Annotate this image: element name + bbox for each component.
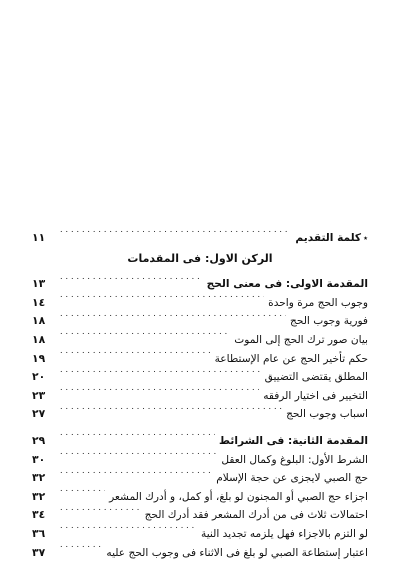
dot-leader — [60, 481, 105, 500]
toc-entry-title: المقدمة الثانية: فى الشرائط — [219, 434, 368, 447]
dot-leader — [60, 287, 264, 306]
toc-group-1 — [32, 269, 368, 421]
toc-entry[interactable] — [32, 425, 368, 447]
toc-entry-page: ١٨ — [32, 332, 46, 346]
toc-entry-title: حج الصبي لايجزى عن حجة الإسلام — [216, 472, 368, 485]
toc-entry-title: اعتبار إستطاعة الصبي لو بلغ فى الاثناء فى وجوب الحج عليه — [106, 546, 368, 559]
toc-entry-title: التخيير فى اختيار الرفقه — [263, 389, 368, 402]
toc-entry-page: ٢٠ — [32, 370, 46, 384]
toc-entry-page: ٢٧ — [32, 407, 46, 421]
toc-entry-title: فورية وجوب الحج — [290, 315, 368, 328]
toc-entry-title: الشرط الأول: البلوغ وكمال العقل — [221, 453, 368, 466]
toc-group-2 — [32, 425, 368, 559]
toc-entry-page: ٣٠ — [32, 452, 46, 466]
toc-entry-intro[interactable] — [32, 222, 368, 244]
toc-entry[interactable] — [32, 269, 368, 291]
toc-entry-page: ١٤ — [32, 295, 46, 309]
dot-leader — [60, 306, 286, 325]
toc-entry-title: بيان صور ترك الحج إلى الموت — [234, 333, 368, 346]
dot-leader — [60, 380, 259, 399]
toc-entry-page: ٣٦ — [32, 526, 46, 540]
toc-entry-page: ٢٣ — [32, 388, 46, 402]
toc-entry-page: ٣٢ — [32, 471, 46, 485]
toc-entry-title: المطلق يقتضى التضييق — [264, 371, 368, 384]
toc-entry-page: ١١ — [32, 230, 46, 244]
dot-leader — [60, 500, 141, 519]
toc-entry-page: ٣٤ — [32, 508, 46, 522]
dot-leader — [60, 343, 211, 362]
dot-leader — [60, 444, 217, 463]
toc-entry-page: ١٩ — [32, 351, 46, 365]
dot-leader — [60, 362, 261, 381]
toc-entry-title: احتمالات ثلاث فى من أدرك المشعر فقد أدرك الحج — [144, 509, 368, 522]
dot-leader — [60, 269, 203, 288]
toc-entry-title: اجزاء حج الصبي أو المجنون لو بلغ، أو كمل، و أدرك المشعر — [109, 490, 368, 503]
dot-leader — [60, 518, 197, 537]
toc-entry-title: المقدمة الاولى: فى معنى الحج — [206, 278, 368, 291]
toc-entry-page: ٣٢ — [32, 489, 46, 503]
toc-entry-title: لو التزم بالاجزاء فهل يلزمه تجديد النية — [201, 527, 368, 540]
toc-entry-title: حكم تأخير الحج عن عام الإستطاعة — [214, 352, 368, 365]
star-icon: ٭ — [363, 233, 368, 244]
toc-entry-page: ١٨ — [32, 314, 46, 328]
dot-leader — [60, 222, 291, 241]
toc-entry-page: ٢٩ — [32, 433, 46, 447]
dot-leader — [60, 324, 230, 343]
toc-entry-title: ٭كلمة التقديم — [295, 231, 368, 244]
toc-entry-page: ٣٧ — [32, 545, 46, 559]
dot-leader — [60, 425, 215, 444]
dot-leader — [60, 399, 282, 418]
toc-entry-page: ١٣ — [32, 277, 46, 291]
table-of-contents — [32, 222, 368, 559]
toc-entry-title: اسباب وجوب الحج — [286, 408, 368, 421]
section-heading: الركن الاول: فى المقدمات — [127, 251, 273, 265]
dot-leader — [60, 463, 212, 482]
dot-leader — [60, 537, 102, 556]
toc-entry-title: وجوب الحج مرة واحدة — [268, 296, 368, 309]
